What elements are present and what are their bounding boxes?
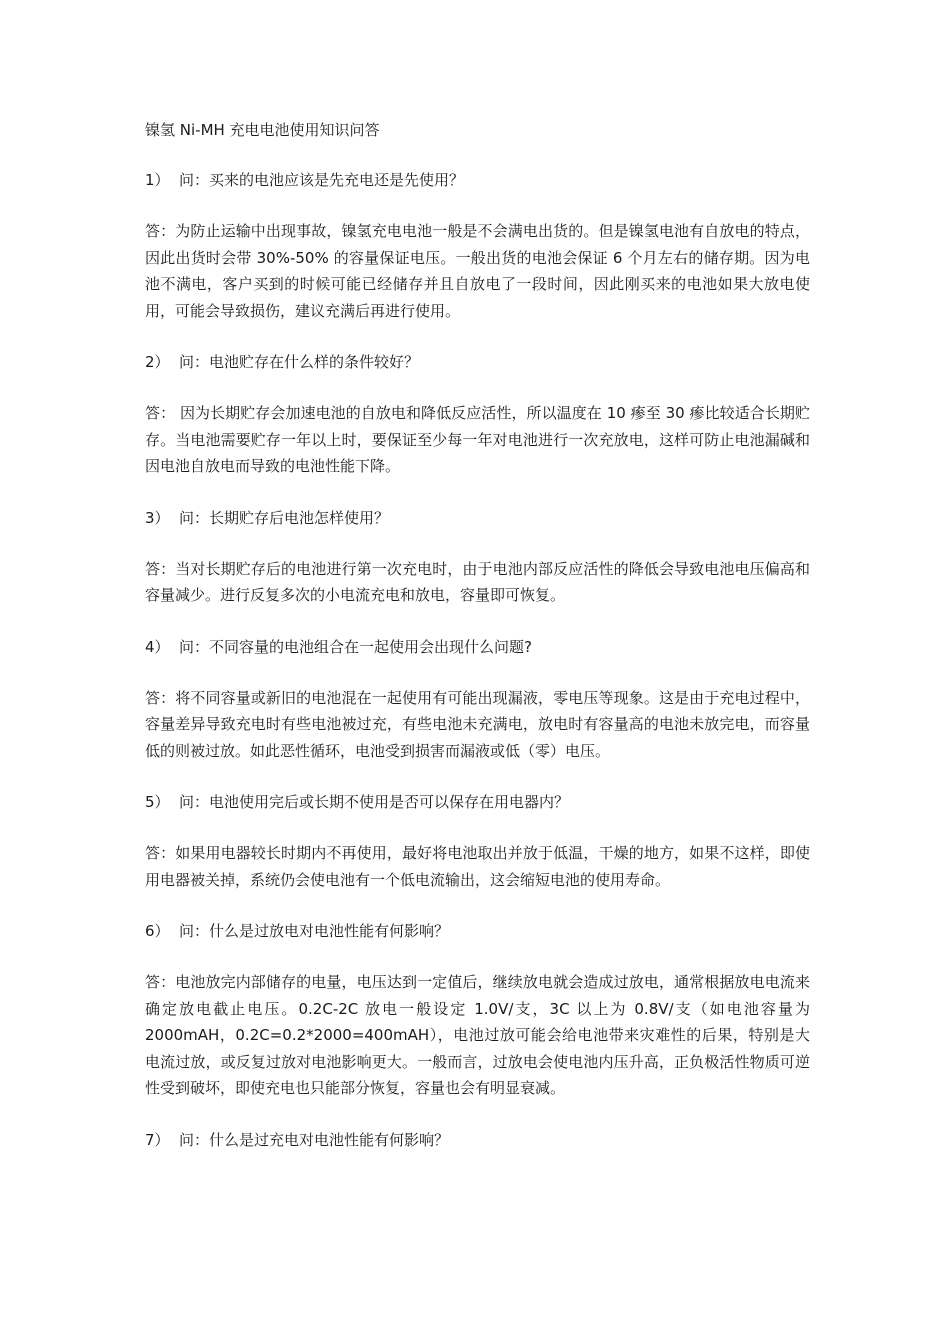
qa-item-2 — [145, 350, 810, 480]
document-page — [145, 118, 810, 1152]
answer-1: 答：为防止运输中出现事故，镍氢充电电池一般是不会满电出货的。但是镍氢电池有自放电的特点，因此出货时会带 30%-50% 的容量保证电压。一般出货的电池会保证 6 个月左右的储存期。因为电池不满电，客户买到的时候可能已经储存并且自放电了一段时间，因此刚买来的电池如果大放电使用，可能会导致损伤，建议充满后再进行使用。 — [145, 222, 810, 320]
qa-item-7 — [145, 1128, 810, 1152]
question-3 — [145, 506, 810, 530]
question-6 — [145, 919, 810, 943]
question-1 — [145, 168, 810, 192]
document-title: 镍氢 Ni-MH 充电电池使用知识问答 — [145, 121, 380, 139]
question-2 — [145, 350, 810, 374]
question-text: 问：长期贮存后电池怎样使用？ — [179, 508, 390, 527]
question-4 — [145, 635, 810, 659]
question-number: 5） — [145, 793, 170, 811]
qa-item-5 — [145, 790, 810, 893]
question-text: 问：电池使用完后或长期不使用是否可以保存在用电器内？ — [179, 793, 570, 811]
question-text: 问：什么是过充电对电池性能有何影响？ — [179, 1130, 450, 1149]
qa-item-6 — [145, 919, 810, 1102]
question-text: 问：买来的电池应该是先充电还是先使用？ — [179, 171, 465, 189]
question-text: 问：电池贮存在什么样的条件较好？ — [179, 353, 420, 371]
qa-item-3 — [145, 506, 810, 609]
answer-5: 答：如果用电器较长时期内不再使用，最好将电池取出并放于低温，干燥的地方，如果不这样，即使用电器被关掉，系统仍会使电池有一个低电流输出，这会缩短电池的使用寿命。 — [145, 844, 810, 889]
answer-4: 答：将不同容量或新旧的电池混在一起使用有可能出现漏液，零电压等现象。这是由于充电过程中，容量差异导致充电时有些电池被过充，有些电池未充满电，放电时有容量高的电池未放完电，而容量低的则被过放。如此恶性循环，电池受到损害而漏液或低（零）电压。 — [145, 688, 810, 760]
question-number: 7） — [145, 1130, 170, 1149]
question-text: 问：不同容量的电池组合在一起使用会出现什么问题? — [179, 637, 532, 656]
question-number: 3） — [145, 508, 170, 527]
question-text: 问：什么是过放电对电池性能有何影响？ — [179, 922, 450, 940]
question-number: 1） — [145, 171, 170, 189]
answer-3: 答：当对长期贮存后的电池进行第一次充电时，由于电池内部反应活性的降低会导致电池电压偏高和容量减少。进行反复多次的小电流充电和放电，容量即可恢复。 — [145, 559, 810, 604]
answer-6: 答：电池放完内部储存的电量，电压达到一定值后，继续放电就会造成过放电，通常根据放电电流来确定放电截止电压。0.2C-2C 放电一般设定 1.0V/支，3C 以上为 0.8V/支（如电池容量为 2000mAH，0.2C=0.2*2000=400mAH），电池过放可能会给电池带来灾难性的后果，特别是大电流过放，或反复过放对电池影响更大。一般而言，过放电会使电池内压升高，正负极活性物质可逆性受到破坏，即使充电也只能部分恢复，容量也会有明显衰减。 — [145, 973, 810, 1097]
qa-item-1 — [145, 168, 810, 324]
question-5 — [145, 790, 810, 814]
question-number: 2） — [145, 353, 170, 371]
question-number: 4） — [145, 637, 170, 656]
question-7 — [145, 1128, 810, 1152]
qa-item-4 — [145, 635, 810, 765]
question-number: 6） — [145, 922, 170, 940]
answer-2: 答： 因为长期贮存会加速电池的自放电和降低反应活性，所以温度在 10 瘆至 30 瘆比较适合长期贮存。当电池需要贮存一年以上时，要保证至少每一年对电池进行一次充放电，这样可防止电池漏碱和因电池自放电而导致的电池性能下降。 — [145, 404, 810, 475]
